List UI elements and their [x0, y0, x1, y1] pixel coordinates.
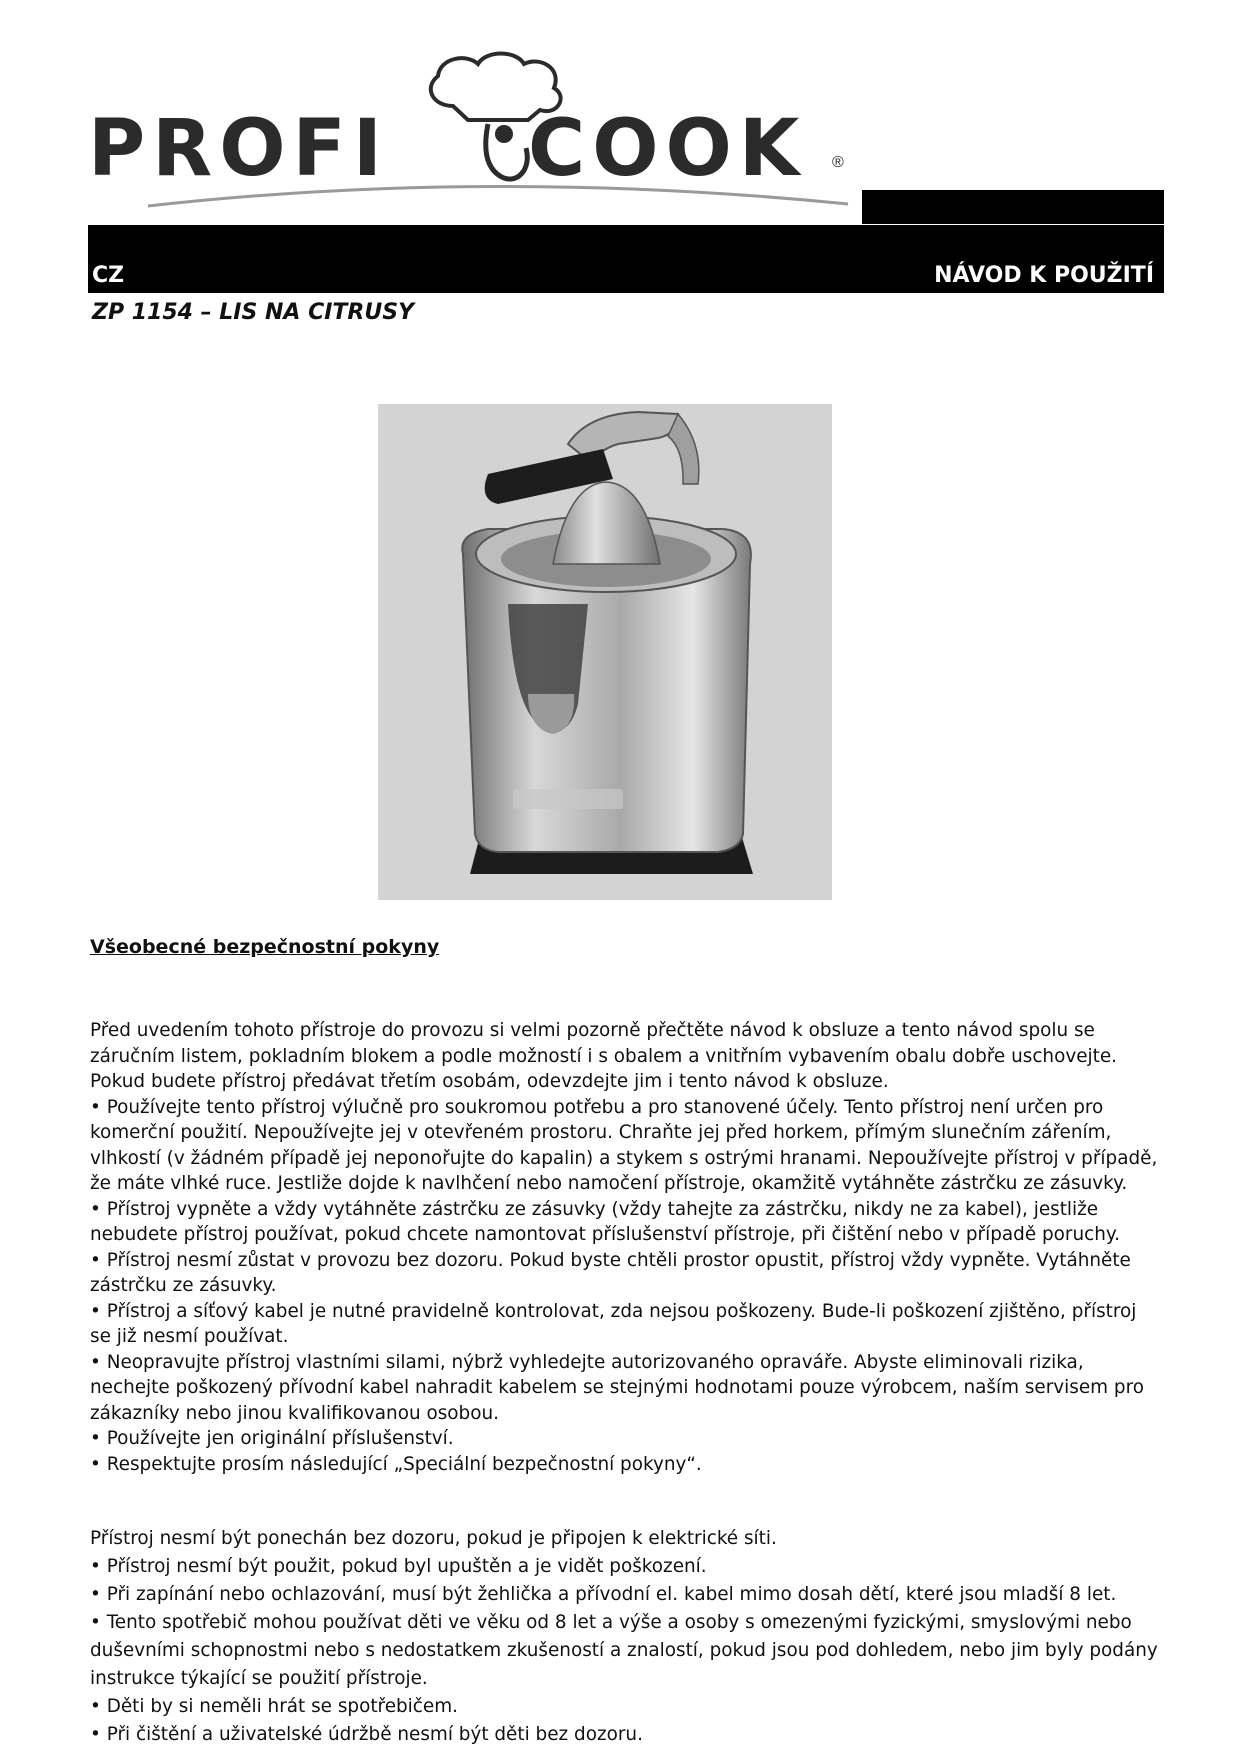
- brand-logo: [88, 48, 868, 208]
- bullet-item: • Přístroj a síťový kabel je nutné pravidelně kontrolovat, zda nejsou poškozeny. Bude-li poškození zjištěno, přístroj se již nesmí používat.: [90, 1300, 1137, 1347]
- bullet-item: • Používejte tento přístroj výlučně pro soukromou potřebu a pro stanovené účely. Tento přístroj není určen pro komerční použití. Nepoužívejte jej v otevřeném prostoru. Chraňte jej před horkem, přímým slunečním zářením, vlhkostí (v žádném případě jej neponořujte do kapalin) a stykem s ostrými hranami. Nepoužívejte přístroj v případě, že máte vlhké ruce. Jestliže dojde k navlhčení nebo namočení přístroje, okamžitě vytáhněte zástrčku ze zásuvky.: [90, 1096, 1158, 1194]
- citrus-press-image: [378, 404, 832, 900]
- safety-instructions: [90, 1018, 1160, 1477]
- bullet-item: • Respektujte prosím následující „Speciální bezpečnostní pokyny“.: [90, 1453, 702, 1475]
- bullet-item: • Přístroj nesmí být použit, pokud byl upuštěn a je vidět poškození.: [90, 1556, 707, 1577]
- paragraph: Přístroj nesmí být ponechán bez dozoru, pokud je připojen k elektrické síti.: [90, 1528, 777, 1549]
- special-safety-instructions: [90, 1525, 1160, 1749]
- bullet-item: • Děti by si neměli hrát se spotřebičem.: [90, 1696, 458, 1717]
- header-bar-accent: [862, 190, 1164, 224]
- bullet-item: • Přístroj nesmí zůstat v provozu bez dozoru. Pokud byste chtěli prostor opustit, přístroj vždy vypněte. Vytáhněte zástrčku ze zásuvky.: [90, 1249, 1131, 1296]
- brand-name-right: COOK: [528, 104, 807, 194]
- manual-title: NÁVOD K POUŽITÍ: [934, 263, 1154, 288]
- section-heading: Všeobecné bezpečnostní pokyny: [90, 936, 440, 958]
- brand-name-left: PROFI: [88, 104, 389, 194]
- paragraph: Před uvedením tohoto přístroje do provozu si velmi pozorně přečtěte návod k obsluze a tento návod spolu se záručním listem, pokladním blokem a podle možností i s obalem a vnitřním vybavením obalu dobře uschovejte. Pokud budete přístroj předávat třetím osobám, odevzdejte jim i tento návod k obsluze.: [90, 1020, 1118, 1092]
- product-title: ZP 1154 – LIS NA CITRUSY: [92, 300, 415, 325]
- bullet-item: • Přístroj vypněte a vždy vytáhněte zástrčku ze zásuvky (vždy tahejte za zástrčku, nikdy ne za kabel), jestliže nebudete přístroj používat, pokud chcete namontovat příslušenství přístroje, při čištění nebo v případě poruchy.: [90, 1198, 1120, 1245]
- bullet-item: • Při zapínání nebo ochlazování, musí být žehlička a přívodní el. kabel mimo dosah dětí, které jsou mladší 8 let.: [90, 1584, 1117, 1605]
- bullet-item: • Neopravujte přístroj vlastními silami, nýbrž vyhledejte autorizovaného opraváře. Abyste eliminovali rizika, nechejte poškozený přívodní kabel nahradit kabelem se stejnými hodnotami pouze výrobcem, naším servisem pro zákazníky nebo jinou kvalifikovanou osobou.: [90, 1351, 1145, 1424]
- language-code: CZ: [92, 263, 125, 288]
- bullet-item: • Při čištění a uživatelské údržbě nesmí být děti bez dozoru.: [90, 1724, 643, 1745]
- product-photo: [378, 404, 832, 900]
- bullet-item: • Používejte jen originální příslušenství.: [90, 1428, 454, 1449]
- bullet-item: • Tento spotřebič mohou používat děti ve věku od 8 let a výše a osoby s omezenými fyzickými, smyslovými nebo duševními schopnostmi nebo s nedostatkem zkušeností a znalostí, pokud jsou pod dohledem, nebo jim byly podány instrukce týkající se použití přístroje.: [90, 1612, 1158, 1689]
- registered-mark: ®: [832, 154, 844, 171]
